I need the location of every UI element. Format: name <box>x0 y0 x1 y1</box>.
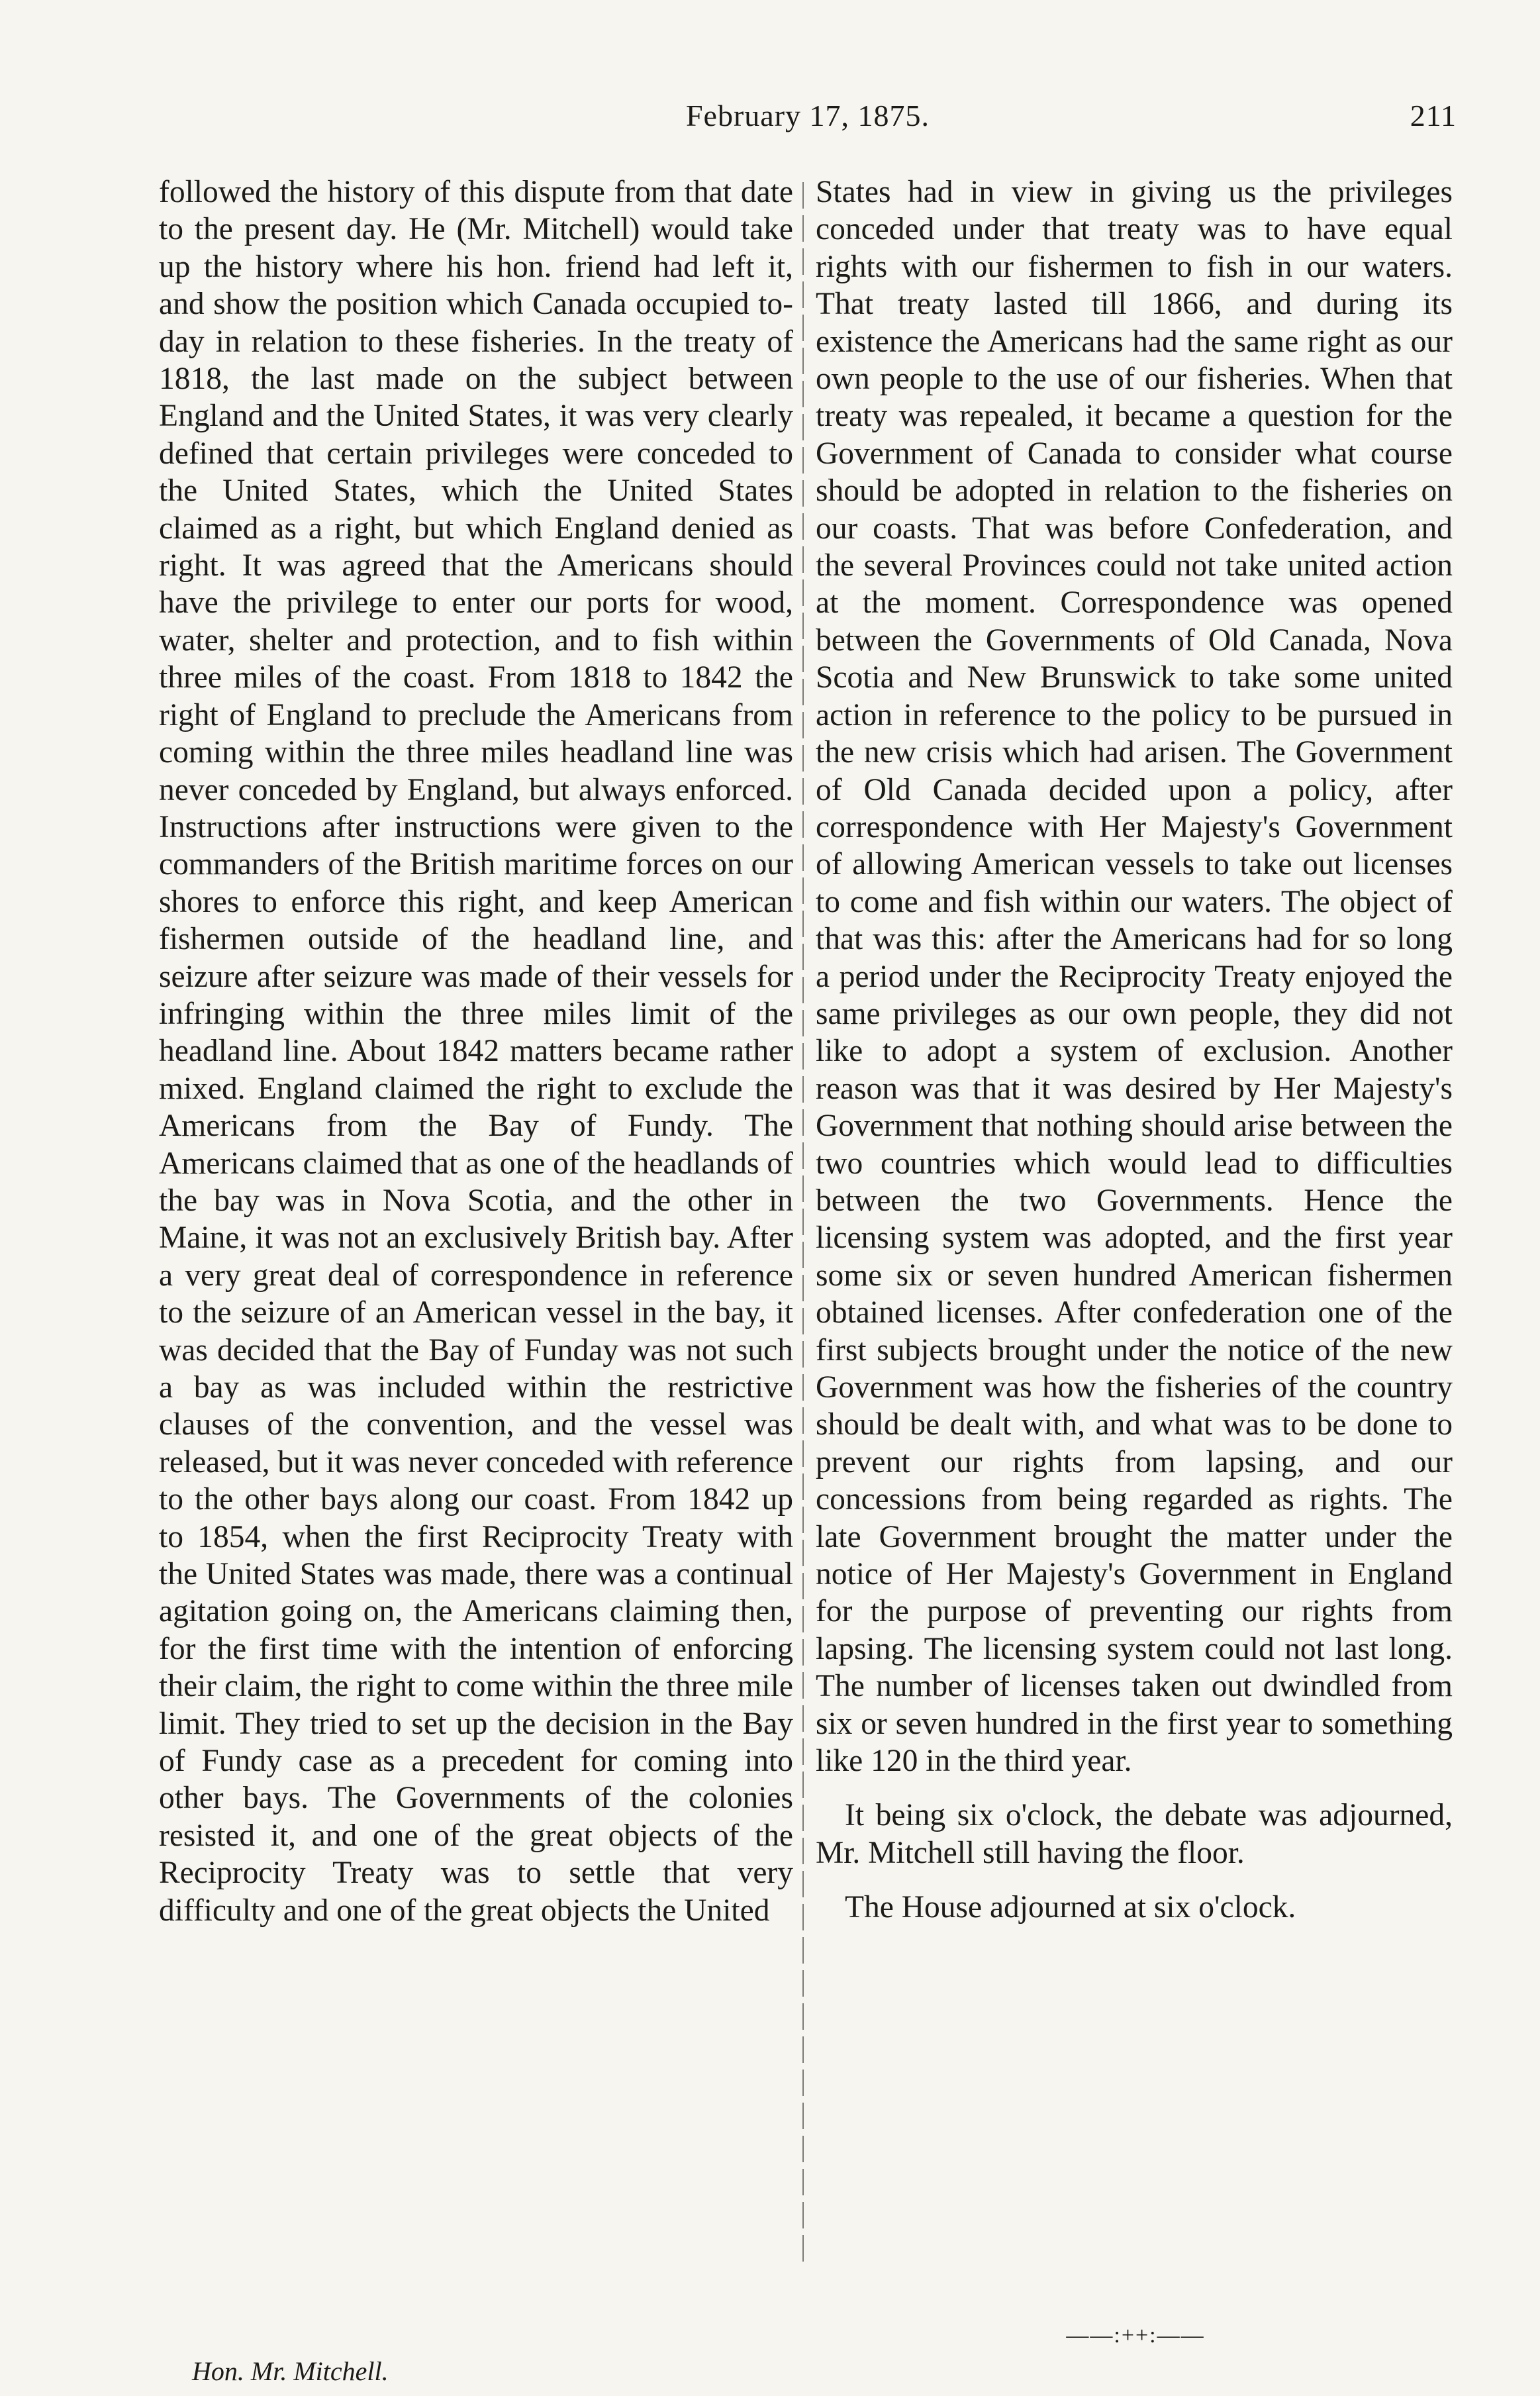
right-paragraph-1: States had in view in giving us the privileges conceded under that treaty was to have equal rights with our fishermen to fish in our waters. That treaty lasted till 1866, and during its existence the Americans had the same right as our own people to the use of our fisheries. When that treaty was repealed, it became a question for the Government of Canada to consider what course should be adopted in relation to the fisheries on our coasts. That was before Confederation, and the several Provinces could not take united action at the moment. Correspondence was opened between the Governments of Old Canada, Nova Scotia and New Brunswick to take some united action in reference to the policy to be pursued in the new crisis which had arisen. The Government of Old Canada decided upon a policy, after correspondence with Her Majesty's Government of allowing American vessels to take out licenses to come and fish within our waters. The object of that was this: after the Americans had for so long a period under the Reciprocity Treaty enjoyed the same privileges as our own people, they did not like to adopt a system of exclusion. Another reason was that it was desired by Her Majesty's Government that nothing should arise between the two countries which would lead to difficulties between the two Governments. Hence the licensing system was adopted, and the first year some six or seven hundred American fishermen obtained licenses. After confederation one of the first subjects brought under the notice of the new Government was how the fisheries of the country should be dealt with, and what was to be done to prevent our rights from lapsing, and our concessions from being regarded as rights. The late Government brought the matter under the notice of Her Majesty's Government in England for the purpose of preventing our rights from lapsing. The licensing system could not last long. The number of licenses taken out dwindled from six or seven hundred in the first year to something like 120 in the third year. <box>816 175 1453 1779</box>
left-column <box>159 174 793 1929</box>
page-header <box>159 98 1457 144</box>
right-paragraph-adjournment-note: It being six o'clock, the debate was adjourned, Mr. Mitchell still having the floor. <box>816 1798 1453 1870</box>
page-date-title: February 17, 1875. <box>685 99 930 132</box>
section-separator: ——:++:—— <box>1066 2323 1205 2348</box>
right-column <box>816 174 1453 1926</box>
running-footer: Hon. Mr. Mitchell. <box>192 2356 389 2386</box>
column-divider <box>802 182 804 2262</box>
right-paragraph-house-adjourned: The House adjourned at six o'clock. <box>845 1890 1296 1925</box>
left-paragraph-1: followed the history of this dispute from that date to the present day. He (Mr. Mitchell) would take up the history where his hon. friend had left it, and show the position which Canada occupied to-day in relation to these fisheries. In the treaty of 1818, the last made on the subject between England and the United States, it was very clearly defined that certain privileges were conceded to the United States, which the United States claimed as a right, but which England denied as right. It was agreed that the Americans should have the privilege to enter our ports for wood, water, shelter and protection, and to fish within three miles of the coast. From 1818 to 1842 the right of England to preclude the Americans from coming within the three miles headland line was never conceded by England, but always enforced. Instructions after instructions were given to the commanders of the British maritime forces on our shores to enforce this right, and keep American fishermen outside of the headland line, and seizure after seizure was made of their vessels for infringing within the three miles limit of the headland line. About 1842 matters became rather mixed. England claimed the right to exclude the Americans from the Bay of Fundy. The Americans claimed that as one of the headlands of the bay was in Nova Scotia, and the other in Maine, it was not an exclusively British bay. After a very great deal of correspondence in reference to the seizure of an American vessel in the bay, it was decided that the Bay of Funday was not such a bay as was included within the restrictive clauses of the convention, and the vessel was released, but it was never conceded with reference to the other bays along our coast. From 1842 up to 1854, when the first Reciprocity Treaty with the United States was made, there was a continual agitation going on, the Americans claiming then, for the first time with the intention of enforcing their claim, the right to come within the three mile limit. They tried to set up the decision in the Bay of Fundy case as a precedent for coming into other bays. The Governments of the colonies resisted it, and one of the great objects of the Reciprocity Treaty was to settle that very difficulty and one of the great objects the United <box>159 175 793 1928</box>
page-number: 211 <box>1410 99 1457 132</box>
